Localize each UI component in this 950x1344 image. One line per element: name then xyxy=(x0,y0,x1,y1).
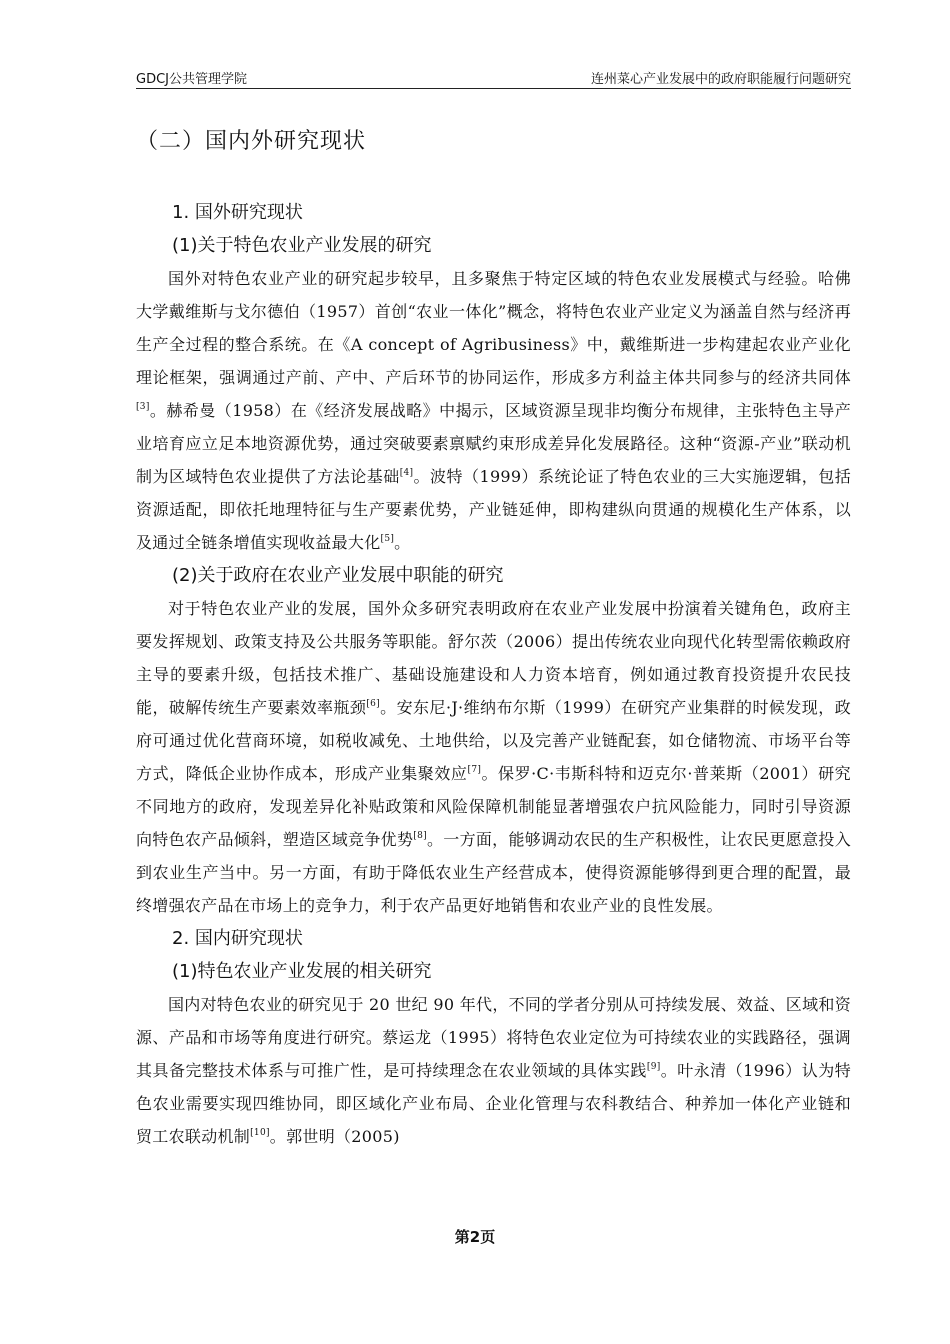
header-paper-title: 连州菜心产业发展中的政府职能履行问题研究 xyxy=(590,72,851,87)
domestic-research-heading: 2. 国内研究现状 xyxy=(172,928,303,949)
foreign-sub2-heading: (2)关于政府在农业产业发展中职能的研究 xyxy=(172,565,504,586)
foreign-sub2-paragraph: 对于特色农业产业的发展，国外众多研究表明政府在农业产业发展中扮演着关键角色，政府主要发挥规划、政策支持及公共服务等职能。舒尔茨（2006）提出传统农业向现代化转型需依赖政府主导的要素升级，包括技术推广、基础设施建设和人力资本培育，例如通过教育投资提升农民技能，破解传统生产要素效率瓶颈[6]。安东尼·J·维纳布尔斯（1999）在研究产业集群的时候发现，政府可通过优化营商环境，如税收减免、土地供给，以及完善产业链配套，如仓储物流、市场平台等方式，降低企业协作成本，形成产业集聚效应[7]。保罗·C·韦斯科特和迈克尔·普莱斯（2001）研究不同地方的政府，发现差异化补贴政策和风险保障机制能显著增强农户抗风险能力，同时引导资源向特色农产品倾斜，塑造区域竞争优势[8]。一方面，能够调动农民的生产积极性，让农民更愿意投入到农业生产当中。另一方面，有助于降低农业生产经营成本，使得资源能够得到更合理的配置，最终增强农产品在市场上的竞争力，利于农产品更好地销售和农业产业的良性发展。 xyxy=(136,599,852,915)
foreign-sub1-heading: (1)关于特色农业产业发展的研究 xyxy=(172,235,432,256)
citation[interactable]: [4] xyxy=(399,468,414,478)
citation[interactable]: [8] xyxy=(413,831,427,841)
domestic-sub1-paragraph: 国内对特色农业的研究见于 20 世纪 90 年代，不同的学者分别从可持续发展、效益、区域和资源、产品和市场等角度进行研究。蔡运龙（1995）将特色农业定位为可持续农业的实践路径，强调其具备完整技术体系与可推广性，是可持续理念在农业领域的具体实践[9]。叶永清（1996）认为特色农业需要实现四维协同，即区域化产业布局、企业化管理与农科教结合、种养加一体化产业链和贸工农联动机制[10]。郭世明（2005) xyxy=(136,995,851,1146)
foreign-research-heading: 1. 国外研究现状 xyxy=(172,202,303,223)
domestic-sub1-heading: (1)特色农业产业发展的相关研究 xyxy=(172,961,432,982)
citation[interactable]: [3] xyxy=(136,402,150,412)
header-school: GDCJ公共管理学院 xyxy=(136,72,247,87)
citation[interactable]: [10] xyxy=(250,1128,270,1138)
foreign-sub1-paragraph: 国外对特色农业产业的研究起步较早，且多聚焦于特定区域的特色农业发展模式与经验。哈佛大学戴维斯与戈尔德伯（1957）首创“农业一体化”概念，将特色农业产业定义为涵盖自然与经济再生产全过程的整合系统。在《A concept of Agribusiness》中，戴维斯进一步构建起农业产业化理论框架，强调通过产前、产中、产后环节的协同运作，形成多方利益主体共同参与的经济共同体[3]。赫希曼（1958）在《经济发展战略》中揭示，区域资源呈现非均衡分布规律，主张特色主导产业培育应立足本地资源优势，通过突破要素禀赋约束形成差异化发展路径。这种“资源-产业”联动机制为区域特色农业提供了方法论基础[4]。波特（1999）系统论证了特色农业的三大实施逻辑，包括资源适配，即依托地理特征与生产要素优势，产业链延伸，即构建纵向贯通的规模化生产体系，以及通过全链条增值实现收益最大化[5]。 xyxy=(136,269,851,552)
page-number: 第2页 xyxy=(454,1228,496,1246)
citation[interactable]: [5] xyxy=(380,534,395,544)
citation[interactable]: [9] xyxy=(646,1062,661,1072)
page-header xyxy=(136,66,851,89)
citation[interactable]: [7] xyxy=(467,765,482,775)
section-title: （二）国内外研究现状 xyxy=(136,129,367,154)
citation[interactable]: [6] xyxy=(366,699,380,709)
page-body xyxy=(136,196,851,1153)
